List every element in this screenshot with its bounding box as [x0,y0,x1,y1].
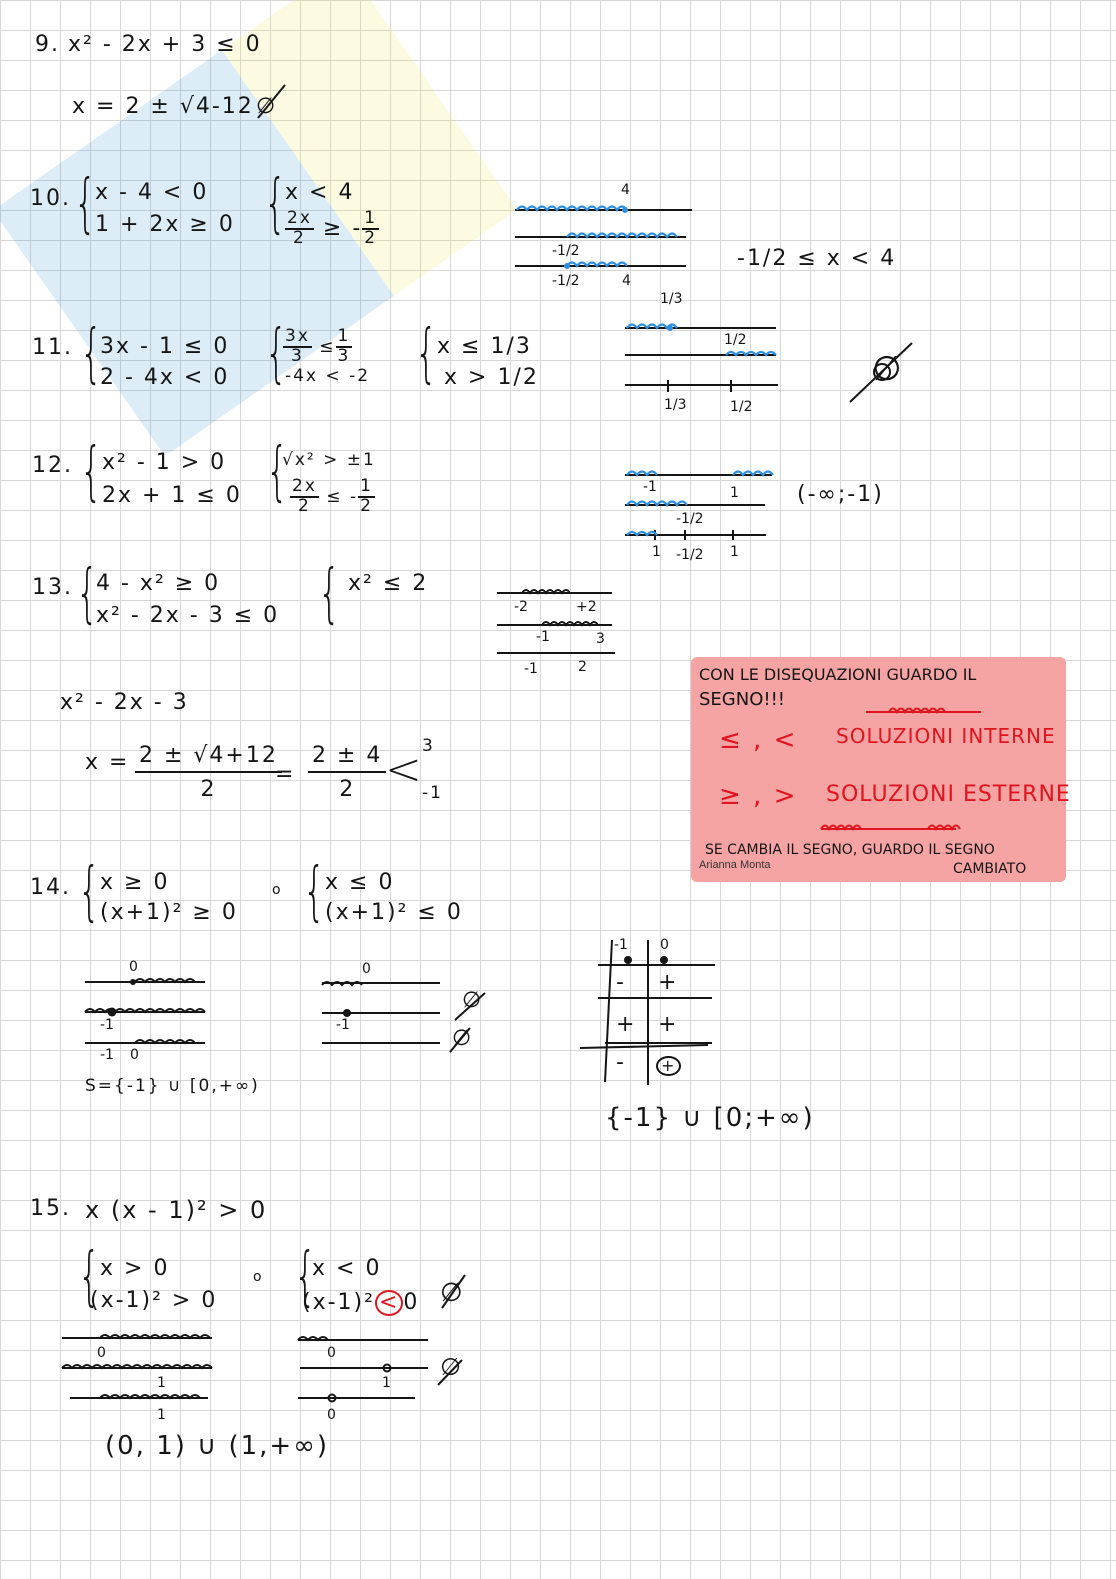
tick-label: -1 [524,661,538,677]
system-line: (x+1)² ≤ 0 [325,900,463,925]
branch-icon: < [385,744,424,795]
tick-label: 4 [622,273,631,289]
tick-label: 1/3 [664,397,687,413]
system-line: 1 + 2x ≥ 0 [95,212,235,237]
table-header: -1 [614,937,628,953]
table-result: {-1} ∪ [0;+∞) [605,1103,815,1133]
tick-label: -1 [336,1017,350,1033]
equals-sign: = [275,762,296,787]
tick-label: 2 [578,659,587,675]
exercise-9-result: ∅ [256,94,278,119]
tick-label: 0 [130,1047,139,1063]
table-header: 0 [660,937,669,953]
note-symbols-esterne: ≥ , > [719,781,798,811]
tick-label: 1/2 [724,332,747,348]
note-symbols-interne: ≤ , < [719,725,798,755]
brace-icon: { [74,167,97,241]
system-line: x² - 2x - 3 ≤ 0 [96,603,280,628]
brace-icon: { [265,317,288,391]
tick-label: 1 [652,544,661,560]
root-value: 3 [422,736,435,756]
brace-icon: { [80,317,103,391]
exercise-14-result: S={-1} ∪ [0,+∞) [85,1076,260,1096]
system-line: x ≤ 1/3 [437,334,532,359]
system-line: -4x < -2 [285,366,371,386]
tick-label: +2 [576,599,597,615]
sign-cell: + [616,1012,637,1037]
tick-label: 1 [382,1375,391,1391]
system-line: x > 1/2 [444,365,539,390]
note-footer: CAMBIATO [953,861,1027,877]
or-label: o [253,1269,262,1285]
exercise-15-inequality: x (x - 1)² > 0 [85,1196,268,1224]
tick-label: 1 [157,1407,166,1423]
exercise-9-inequality: x² - 2x + 3 ≤ 0 [68,32,262,57]
tick-label: -1/2 [676,547,704,563]
tick-label: 1/3 [660,291,683,307]
exercise-15-solution: (0, 1) ∪ (1,+∞) [105,1431,329,1461]
tick-label: 0 [129,959,138,975]
note-esterne: SOLUZIONI ESTERNE [826,782,1071,807]
sign-cell: + [658,1012,679,1037]
tick-label: -1 [536,629,550,645]
system-line: x² - 1 > 0 [102,450,227,475]
or-label: o [272,882,281,898]
root-value: -1 [422,783,443,803]
exercise-12-solution: (-∞;-1) [797,482,884,507]
tick-label: -1/2 [552,273,580,289]
system-line: $\frac{2x}{2}$ ≥ - $\frac{1}{2}$ [287,208,378,248]
brace-icon: { [303,855,326,929]
system-line: x² ≤ 2 [348,571,429,596]
tick-label: -1 [100,1017,114,1033]
exercise-9-formula: x = 2 ± √4-12 [72,94,254,119]
exercise-12-number: 12. [32,453,73,478]
brace-icon: { [80,435,103,509]
tick-label: -1 [100,1047,114,1063]
tick-label: 0 [362,961,371,977]
tick-label: 3 [596,631,605,647]
system-line: √x² > ±1 [282,450,376,470]
system-line: (x+1)² ≥ 0 [100,900,238,925]
formula-lhs: x = [85,750,130,775]
note-line: SEGNO!!! [699,689,786,710]
brace-icon: { [76,557,99,631]
system-line: 2 - 4x < 0 [100,365,230,390]
system-line: x > 0 [100,1256,170,1281]
brace-icon: { [264,167,287,241]
tick-label: 1 [730,544,739,560]
tick-label: 0 [327,1407,336,1423]
brace-icon: { [78,1240,101,1314]
brace-icon: { [266,435,289,509]
exercise-14-number: 14. [30,875,71,900]
system-line: x < 4 [285,180,355,205]
exercise-15-number: 15. [30,1196,71,1221]
note-box [691,657,1071,882]
note-footer: SE CAMBIA IL SEGNO, GUARDO IL SEGNO [705,842,995,858]
tick-label: 1/2 [730,399,753,415]
sign-cell: - [616,970,626,995]
exercise-13-number: 13. [32,575,73,600]
exercise-11-number: 11. [32,335,73,360]
note-interne: SOLUZIONI INTERNE [836,724,1056,748]
system-line: $\frac{3x}{3}$ ≤ $\frac{1}{3}$ [285,326,351,366]
tick-label: 1 [157,1375,166,1391]
tick-label: -1/2 [552,243,580,259]
empty-set-symbol: ∅ [462,988,484,1013]
brace-icon: { [294,1240,317,1314]
sign-cell-circled: + [656,1054,681,1076]
tick-label: 1 [730,485,739,501]
note-line: CON LE DISEQUAZIONI GUARDO IL [699,665,977,684]
sign-cell: + [658,970,679,995]
system-line: x - 4 < 0 [95,180,209,205]
system-line: x ≤ 0 [325,870,395,895]
system-line: 4 - x² ≥ 0 [96,571,221,596]
circled-operator: < [375,1290,403,1316]
brace-icon: { [78,855,101,929]
empty-set-symbol: ∅ [452,1026,474,1051]
system-line: x ≥ 0 [100,870,170,895]
author-name: Arianna Monta [699,859,771,871]
sign-cell: - [616,1050,626,1075]
simplified-fraction: 2 ± 4 2 [308,745,386,801]
tick-label: -1/2 [676,511,704,527]
tick-label: -1 [643,479,657,495]
quadratic-expression: x² - 2x - 3 [60,690,189,715]
empty-set-symbol: ∅ [440,1353,463,1381]
system-line: (x-1)² > 0 [90,1288,218,1313]
empty-set-symbol: ∅ [440,1278,465,1308]
system-line: 2x + 1 ≤ 0 [102,483,242,508]
system-line: 3x - 1 ≤ 0 [100,334,230,359]
tick-label: 0 [327,1345,336,1361]
exercise-10-solution: -1/2 ≤ x < 4 [737,246,897,271]
quadratic-formula: 2 ± √4+12 2 [135,745,282,801]
tick-label: -2 [514,599,528,615]
system-line: $\frac{2x}{2}$ ≤ - $\frac{1}{2}$ [292,476,373,516]
exercise-10-number: 10. [30,186,71,211]
brace-icon: { [318,557,341,631]
system-line: (x-1)² < 0 [302,1290,420,1315]
system-line: x < 0 [312,1256,382,1281]
tick-label: 4 [621,182,630,198]
brace-icon: { [415,317,438,391]
tick-label: 0 [97,1345,106,1361]
empty-set-symbol: ∅ [872,349,904,389]
exercise-9-number: 9. [35,32,60,57]
